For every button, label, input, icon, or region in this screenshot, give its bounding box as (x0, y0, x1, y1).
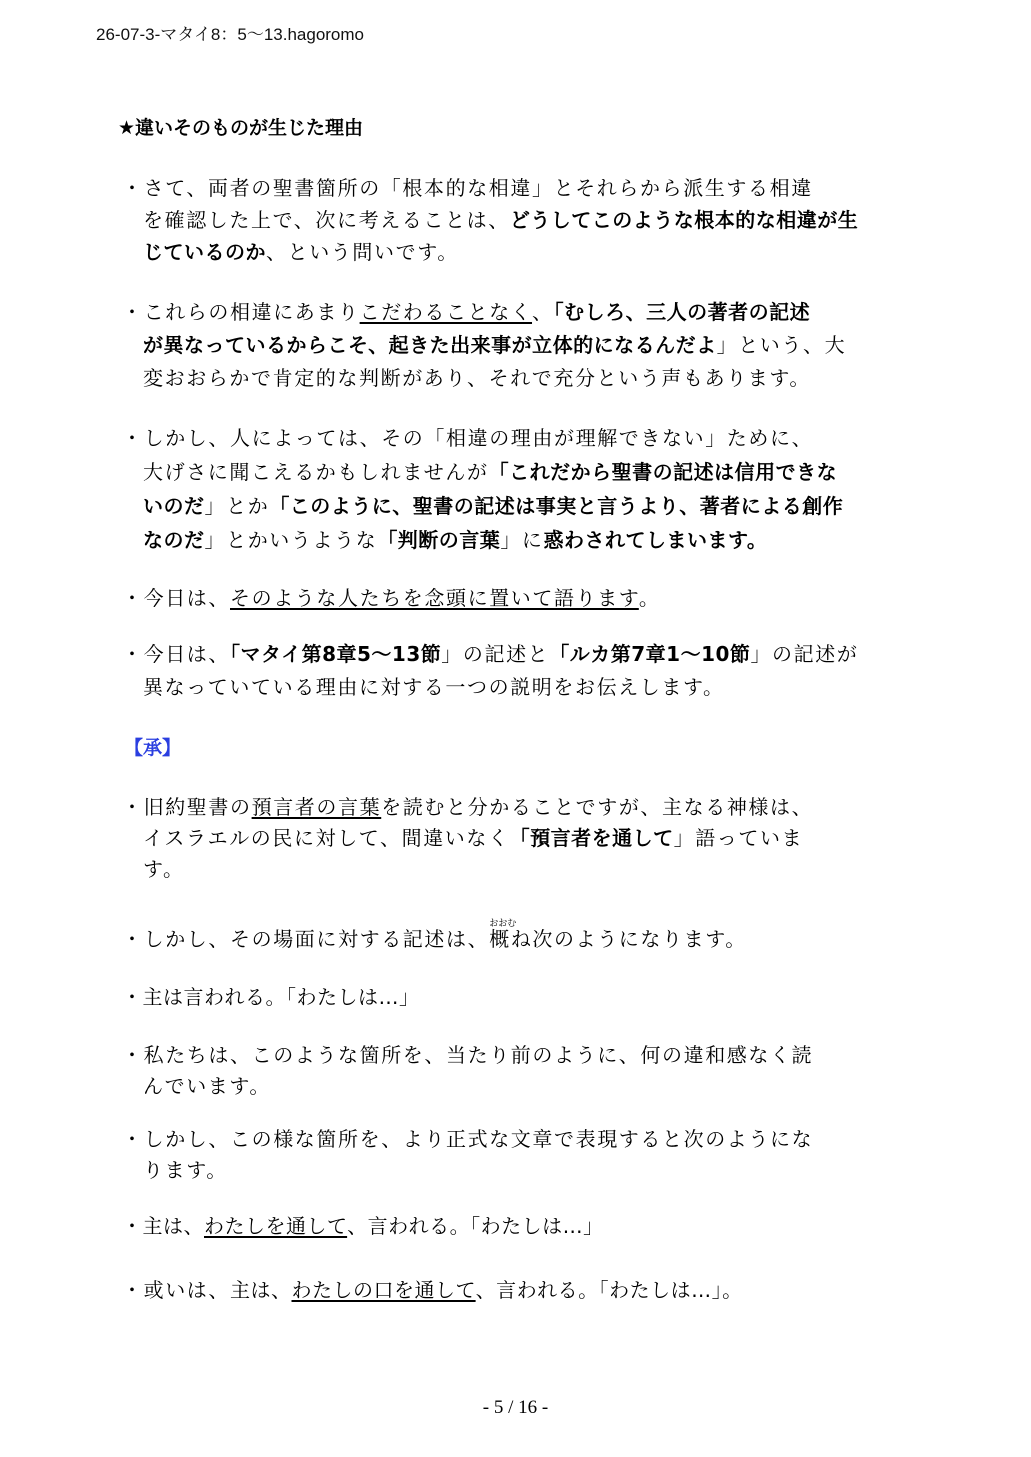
text-span: 」とかいうような (204, 528, 378, 552)
text-line (122, 329, 912, 362)
text-line (122, 581, 912, 615)
text-line: 変おおらかで肯定的な判断があり、それで充分という声もあります。 (143, 366, 811, 390)
ruby-reading: おおむ (489, 919, 517, 929)
section-label-sho: 【承】 (124, 737, 182, 759)
text-span: ・今日は、 (122, 642, 230, 666)
text-span: 」に (500, 528, 544, 552)
paragraph-we-read (122, 1040, 912, 1102)
text-span: 」語っていま (673, 826, 804, 850)
paragraph-scene-description (122, 919, 912, 956)
bold-text: が異なっているからこそ、起きた出来事が立体的になるんだよ (143, 333, 717, 357)
ruby-base: 概 (489, 927, 511, 951)
text-span: 、言われる。「わたしは…」 (475, 1278, 723, 1302)
text-span: ・しかし、その場面に対する記述は、 (122, 927, 490, 951)
bold-text: 「判断の言葉 (377, 528, 501, 552)
text-line (122, 523, 912, 557)
text-span: イスラエルの民に対して、間違いなく (143, 826, 510, 850)
paragraph-formal-expression (122, 1124, 912, 1186)
bold-text: いのだ (143, 494, 205, 518)
text-line: ・私たちは、このような箇所を、当たり前のように、何の違和感なく読 (122, 1043, 814, 1067)
bold-text: どうしてこのような根本的な相違が生 (509, 208, 859, 232)
text-line: ・しかし、人によっては、その「相違の理由が理解できない」ために、 (122, 426, 814, 450)
text-span: ・ (122, 985, 143, 1009)
text-line (122, 1209, 912, 1243)
text-line (122, 919, 912, 956)
text-span: 。 (638, 586, 661, 610)
bold-text: 「マタイ第8章5～13節 (230, 642, 442, 666)
text-span: 」という、大 (716, 333, 847, 357)
text-span: 主は、 (142, 1214, 204, 1238)
bold-text: 「ルカ第7章1～10節 (549, 642, 751, 666)
text-span: ・これらの相違にあまり (122, 300, 360, 324)
text-line (122, 455, 912, 489)
text-line (122, 296, 912, 329)
text-line: す。 (143, 857, 185, 881)
text-line (122, 204, 912, 236)
text-span: 」の記述が (750, 642, 859, 666)
bold-text: 「これだから聖書の記述は信用できな (488, 460, 838, 484)
text-line: んでいます。 (143, 1074, 271, 1098)
bold-text: なのだ (143, 528, 205, 552)
text-line (122, 489, 912, 523)
bold-text: じているのか (143, 240, 266, 264)
text-line: 異なっていている理由に対する一つの説明をお伝えします。 (143, 675, 725, 699)
text-line: ります。 (143, 1158, 228, 1182)
paragraph-generous-view (122, 296, 912, 395)
text-line: ・さて、両者の聖書箇所の「根本的な相違」とそれらから派生する相違 (122, 176, 813, 200)
bold-text: 「このように、聖書の記述は事実と言うより、著者による創作 (269, 494, 844, 518)
text-line (122, 823, 912, 854)
bold-text: 惑わされてしまいます。 (543, 528, 768, 552)
text-span: を読むと分かることですが、主なる神様は、 (381, 795, 814, 819)
text-span: 」の記述と (441, 642, 550, 666)
text-span: ・旧約聖書の (122, 795, 252, 819)
text-span: ・ (122, 1214, 143, 1238)
bold-text: 「むしろ、三人の著者の記述 (553, 300, 811, 324)
underlined-text: わたしを通して (204, 1214, 348, 1238)
text-span: 。 (722, 1278, 743, 1302)
paragraph-today-audience (122, 581, 912, 615)
paragraph-quote-lord-says (122, 980, 912, 1014)
text-span: 」とか (204, 494, 270, 518)
underlined-text: わたしの口を通して (291, 1278, 476, 1302)
bold-text: 「預言者を通して (509, 826, 674, 850)
text-span: を確認した上で、次に考えることは、 (143, 208, 510, 232)
section-heading: ★違いそのものが生じた理由 (118, 117, 364, 139)
text-span: ね次のようになります。 (510, 927, 747, 951)
text-line: ・しかし、この様な箇所を、より正式な文章で表現すると次のようにな (122, 1127, 814, 1151)
document-filename-header: 26-07-3-マタイ8：5～13.hagoromo (96, 25, 365, 44)
text-line (122, 980, 912, 1014)
text-span: 大げさに聞こえるかもしれませんが (143, 460, 489, 484)
text-line (122, 1273, 912, 1307)
text-span: 、 (532, 300, 554, 324)
text-line (122, 638, 912, 671)
underlined-text: 預言者の言葉 (251, 795, 382, 819)
paragraph-prophets (122, 792, 912, 885)
underlined-text: そのような人たちを念頭に置いて語ります (230, 586, 639, 610)
paragraph-today-explanation (122, 638, 912, 704)
paragraph-through-me (122, 1209, 912, 1243)
text-span: 、という問いです。 (266, 240, 459, 264)
underlined-text: こだわることなく (359, 300, 533, 324)
text-span: 主は、 (230, 1278, 292, 1302)
text-span: ・今日は、 (122, 586, 230, 610)
text-span: ・或いは、 (122, 1278, 230, 1302)
ruby-annotation (489, 919, 517, 956)
page-number: - 5 / 16 - (482, 1397, 549, 1418)
text-span: 主は言われる。「わたしは…」 (142, 985, 420, 1009)
text-line (122, 792, 912, 823)
text-line (122, 236, 912, 268)
paragraph-confused-judgement (122, 421, 912, 557)
paragraph-through-mouth (122, 1273, 912, 1307)
text-span: 、言われる。「わたしは…」 (347, 1214, 604, 1238)
paragraph-fundamental-difference (122, 172, 912, 268)
